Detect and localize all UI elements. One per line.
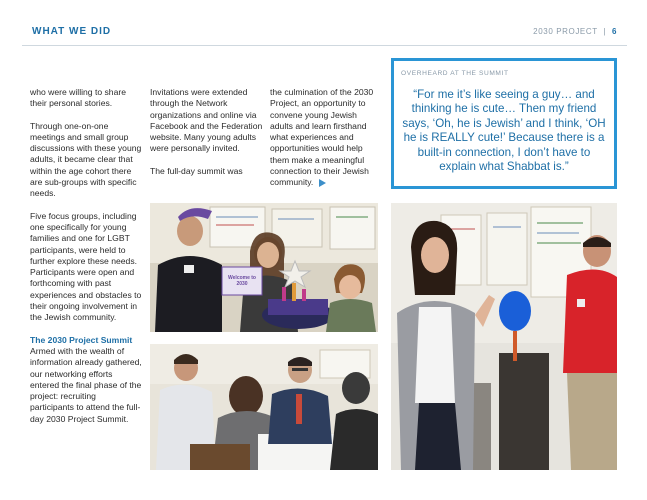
running-head-separator: | bbox=[603, 27, 607, 36]
text-column-2 bbox=[150, 87, 263, 188]
photo-discussion-table bbox=[150, 344, 378, 470]
photo-woman-speaking-image bbox=[391, 203, 617, 470]
paragraph-text: the culmination of the 2030 Project, an opportunity to convene young Jewish adults and learn firsthand what experiences and opportunities would help them make a meaningful connection to their Jewish community. bbox=[270, 87, 374, 188]
paragraph: Through one-on-one meetings and small group discussions with these young adults, it became clear that within the age cohort there are sub-groups with specific needs. bbox=[30, 120, 142, 199]
pull-quote-label: OVERHEARD AT THE SUMMIT bbox=[401, 70, 509, 77]
photo-sign-text: Welcome to 2030 bbox=[228, 275, 256, 287]
page-number: 6 bbox=[611, 27, 617, 36]
subheading-text: The 2030 Project Summit bbox=[30, 334, 133, 345]
photo-woman-speaking bbox=[391, 203, 617, 470]
pull-quote-text: “For me it’s like seeing a guy… and thinking he is cute… Then my friend says, ‘Oh, he is Jewish’ and I think, ‘OH he is REALLY cute!’ Because there is a built-in connection, I don’t have to explain what Shabbat is.” bbox=[402, 88, 606, 174]
photo-discussion-table-image bbox=[150, 344, 378, 470]
paragraph: Five focus groups, including one specifically for young families and one for LGBT participants, were held to further explore these needs. Participants were open and forthcoming with past experiences and obstacles to their ongoing involvement in the Jewish community. bbox=[30, 210, 142, 323]
photo-summit-group bbox=[150, 203, 378, 332]
text-column-1 bbox=[30, 87, 142, 436]
running-head-title: 2030 PROJECT bbox=[533, 27, 598, 36]
paragraph: The full-day summit was bbox=[150, 165, 243, 176]
subheading-summit bbox=[30, 335, 142, 346]
running-head bbox=[533, 27, 617, 36]
paragraph: who were willing to share their personal stories. bbox=[30, 87, 127, 109]
paragraph: Invitations were extended through the Network organizations and online via Facebook and the Federation website. Many young adults were personally invited. bbox=[150, 87, 263, 154]
continue-arrow-icon bbox=[319, 179, 326, 187]
header-divider bbox=[22, 45, 627, 46]
paragraph: Armed with the wealth of information already gathered, our networking efforts entered the final phase of the project: recruiting participants to attend the full-day 2030 Project Summit. bbox=[30, 345, 142, 424]
section-title: WHAT WE DID bbox=[32, 26, 112, 37]
text-column-3 bbox=[270, 87, 382, 200]
pull-quote-box bbox=[391, 58, 617, 189]
photo-summit-group-image bbox=[150, 203, 378, 332]
paragraph bbox=[270, 87, 382, 189]
